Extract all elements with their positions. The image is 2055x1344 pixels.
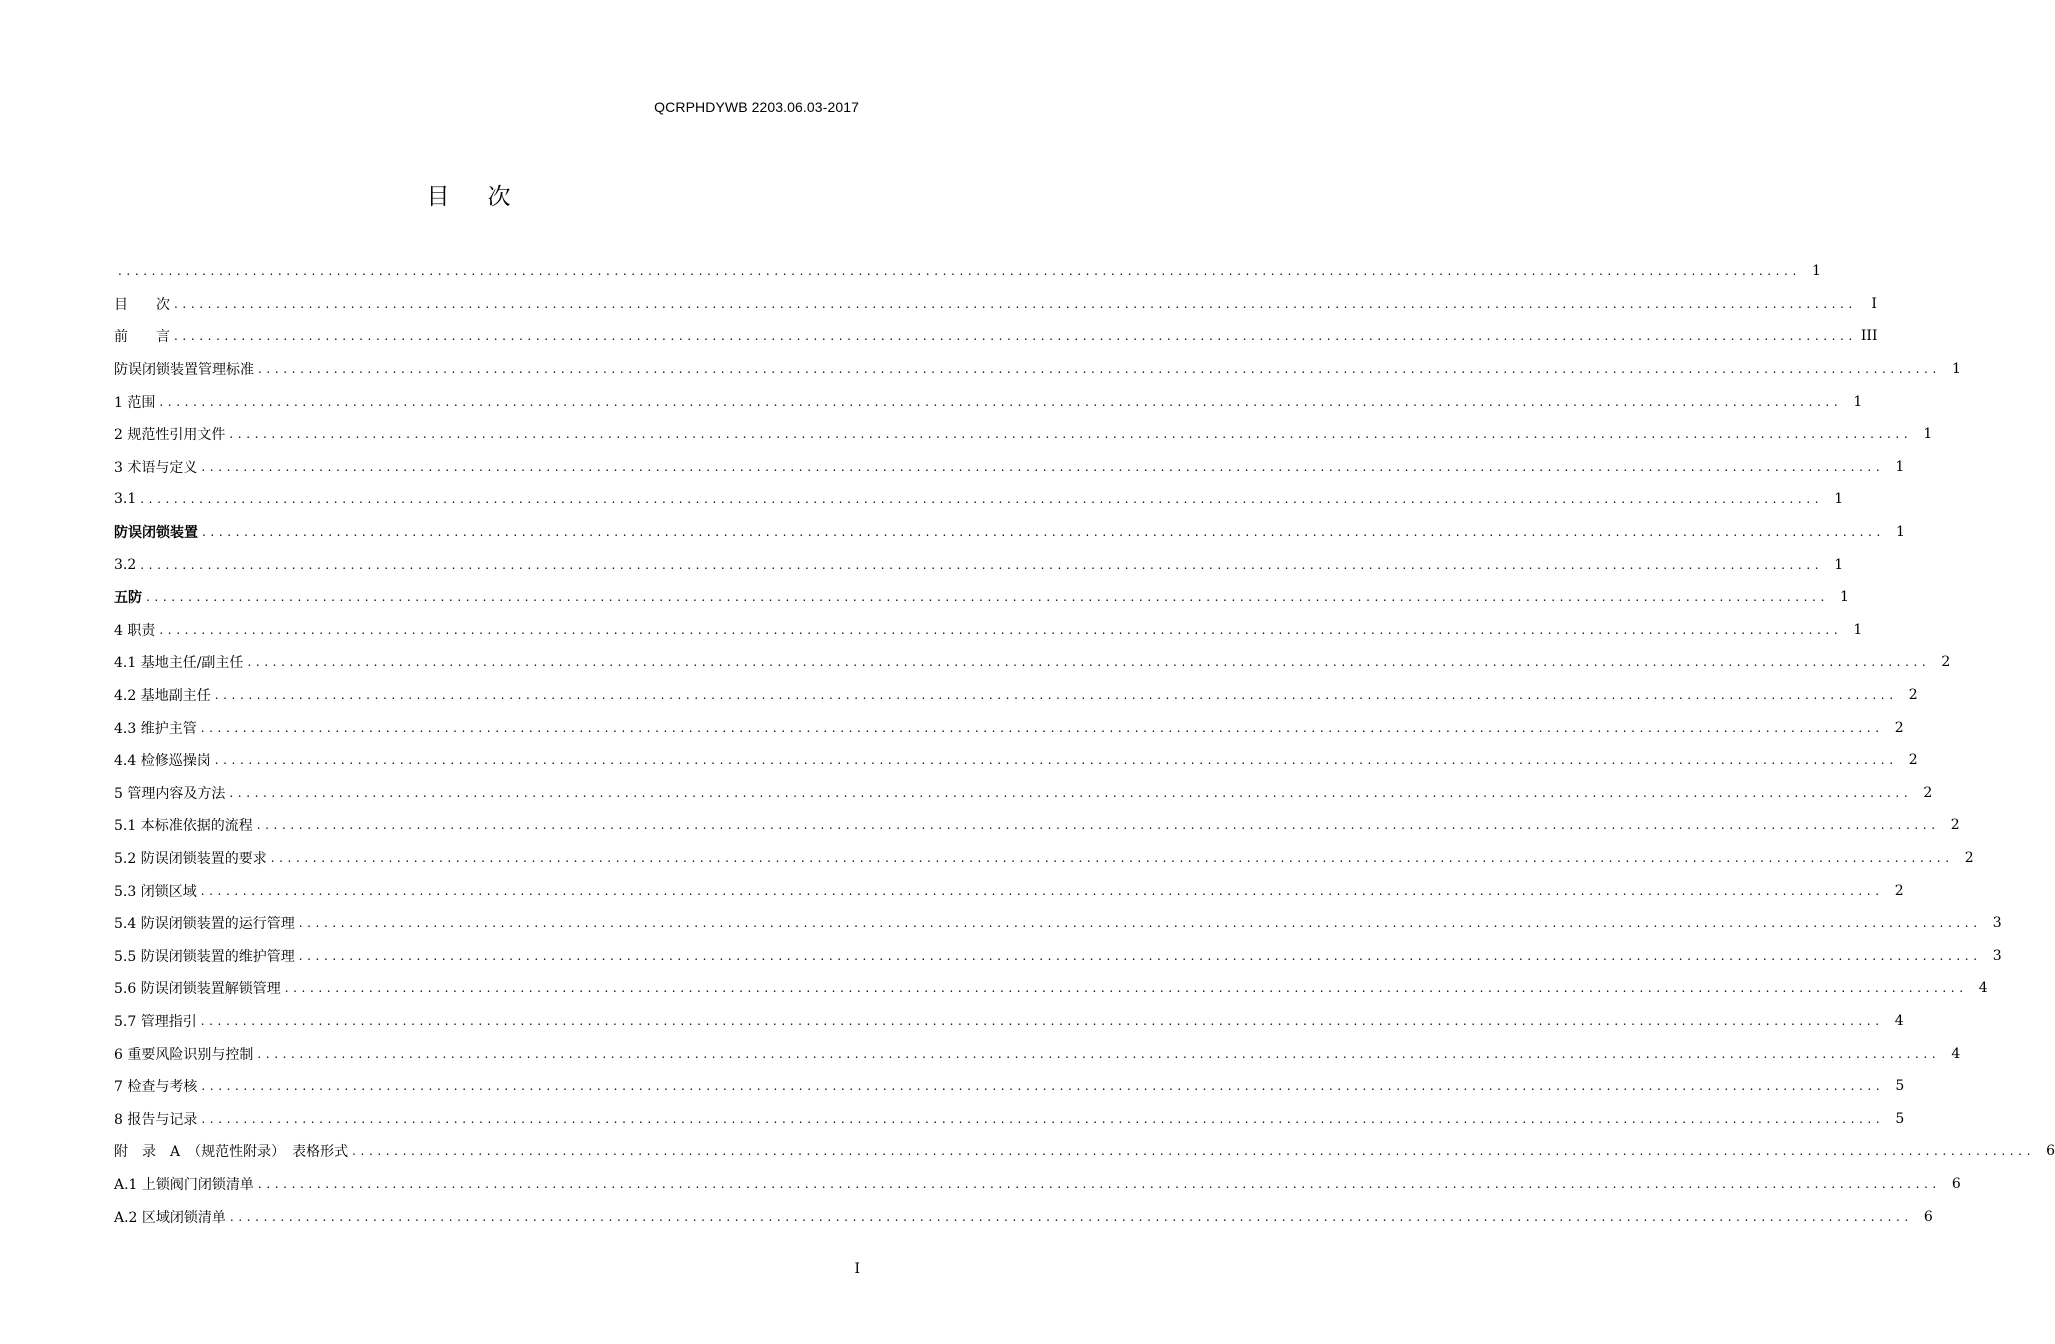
toc-entry[interactable] — [114, 385, 1863, 418]
toc-entry[interactable] — [114, 679, 1918, 712]
dot-leader: ........................................................................................................................................................................................................ — [257, 1176, 1941, 1191]
document-code: QCRPHDYWB 2203.06.03-2017 — [654, 99, 859, 115]
toc-entry-page: 4 — [1894, 1012, 1904, 1029]
toc-entry-page: 2 — [1894, 719, 1904, 736]
toc-entry[interactable] — [114, 320, 1878, 353]
toc-entry-label: 4.2 基地副主任 — [114, 688, 211, 705]
toc-entry-label: 五防 — [114, 590, 142, 607]
dot-leader: ........................................................................................................................................................................................................ — [200, 1013, 1884, 1028]
toc-entry-label: 5.7 管理指引 — [114, 1013, 197, 1030]
toc-entry[interactable] — [114, 809, 1960, 842]
dot-leader: ........................................................................................................................................................................................................ — [201, 459, 1885, 474]
toc-entry[interactable] — [114, 353, 1961, 386]
dot-leader: ........................................................................................................................................................................................................ — [118, 264, 1801, 279]
toc-entry-label: 目 次 — [114, 296, 170, 313]
toc-entry-label: 3 术语与定义 — [114, 459, 198, 476]
toc-entry[interactable] — [114, 711, 1904, 744]
toc-entry-label: 防误闭锁装置 — [114, 525, 198, 542]
toc-entry-label: 5.2 防误闭锁装置的要求 — [114, 850, 267, 867]
toc-entry-page: 1 — [1839, 589, 1849, 606]
toc-entry-label: A.1 上锁阀门闭锁清单 — [114, 1176, 254, 1193]
dot-leader: ........................................................................................................................................................................................................ — [298, 916, 1982, 931]
toc-entry-page: 1 — [1853, 393, 1863, 410]
toc-entry-page: 2 — [1894, 882, 1904, 899]
dot-leader: ........................................................................................................................................................................................................ — [284, 981, 1968, 996]
toc-entry-label: 5.3 闭锁区域 — [114, 883, 197, 900]
dot-leader: ........................................................................................................................................................................................................ — [270, 850, 1954, 865]
toc-entry[interactable] — [114, 972, 1988, 1005]
dot-leader: ........................................................................................................................................................................................................ — [146, 590, 1829, 605]
toc-entry-label: 5.6 防误闭锁装置解锁管理 — [114, 981, 281, 998]
toc-entry[interactable] — [114, 777, 1933, 810]
dot-leader: ........................................................................................................................................................................................................ — [159, 622, 1843, 637]
toc-entry-page: 1 — [1811, 263, 1821, 280]
toc-entry-label: A.2 区域闭锁清单 — [114, 1209, 226, 1226]
toc-entry[interactable] — [114, 874, 1904, 907]
dot-leader: ........................................................................................................................................................................................................ — [229, 785, 1913, 800]
toc-entry-page: 3 — [1992, 915, 2002, 932]
toc-entry[interactable] — [114, 614, 1863, 647]
dot-leader: ........................................................................................................................................................................................................ — [229, 1209, 1913, 1224]
dot-leader: ........................................................................................................................................................................................................ — [140, 492, 1824, 507]
dot-leader: ........................................................................................................................................................................................................ — [352, 1144, 2035, 1159]
toc-entry[interactable] — [114, 255, 1821, 288]
toc-entry-page: 6 — [2046, 1143, 2055, 1160]
toc-entry[interactable] — [114, 1005, 1904, 1038]
dot-leader: ........................................................................................................................................................................................................ — [200, 720, 1884, 735]
toc-entry-page: 5 — [1895, 1078, 1905, 1095]
dot-leader: ........................................................................................................................................................................................................ — [200, 883, 1884, 898]
dot-leader: ........................................................................................................................................................................................................ — [214, 688, 1898, 703]
table-of-contents — [114, 255, 2055, 1233]
dot-leader: ........................................................................................................................................................................................................ — [247, 655, 1931, 670]
toc-entry[interactable] — [114, 1135, 2055, 1168]
toc-entry-label: 5 管理内容及方法 — [114, 785, 226, 802]
toc-entry[interactable] — [114, 1102, 1905, 1135]
toc-entry-page: 4 — [1951, 1045, 1961, 1062]
dot-leader: ........................................................................................................................................................................................................ — [298, 948, 1982, 963]
toc-entry-label: 1 范围 — [114, 394, 156, 411]
toc-entry-label: 4.1 基地主任/副主任 — [114, 655, 244, 672]
toc-entry-label: 6 重要风险识别与控制 — [114, 1046, 254, 1063]
toc-entry[interactable] — [114, 842, 1974, 875]
toc-entry[interactable] — [114, 581, 1849, 614]
toc-entry-page: 1 — [1834, 556, 1844, 573]
toc-entry-page: 6 — [1951, 1175, 1961, 1192]
toc-entry-page: 1 — [1834, 491, 1844, 508]
dot-leader: ........................................................................................................................................................................................................ — [229, 427, 1913, 442]
toc-entry[interactable] — [114, 939, 2002, 972]
toc-entry[interactable] — [114, 744, 1918, 777]
dot-leader: ........................................................................................................................................................................................................ — [257, 1046, 1941, 1061]
dot-leader: ........................................................................................................................................................................................................ — [256, 818, 1940, 833]
dot-leader: ........................................................................................................................................................................................................ — [140, 557, 1824, 572]
toc-entry-page: 1 — [1895, 524, 1905, 541]
toc-entry[interactable] — [114, 288, 1877, 321]
toc-entry[interactable] — [114, 1168, 1961, 1201]
toc-entry-page: 1 — [1951, 361, 1961, 378]
toc-entry-page: 1 — [1923, 426, 1933, 443]
toc-entry[interactable] — [114, 451, 1905, 484]
toc-entry-page: 2 — [1941, 654, 1951, 671]
toc-entry-page: 2 — [1964, 849, 1974, 866]
toc-entry-page: 2 — [1908, 752, 1918, 769]
dot-leader: ........................................................................................................................................................................................................ — [174, 329, 1857, 344]
toc-entry-page: 2 — [1908, 687, 1918, 704]
toc-entry-label: 8 报告与记录 — [114, 1111, 198, 1128]
toc-entry-page: 1 — [1895, 458, 1905, 475]
toc-entry-label: 4 职责 — [114, 622, 156, 639]
toc-entry-page: I — [1871, 295, 1877, 312]
toc-entry-label: 附 录 A （规范性附录） 表格形式 — [114, 1144, 349, 1161]
page-number: I — [854, 1261, 860, 1277]
toc-entry-label: 3.2 — [114, 556, 137, 573]
toc-entry-label: 前 言 — [114, 329, 170, 346]
toc-entry-page: 2 — [1923, 784, 1933, 801]
dot-leader: ........................................................................................................................................................................................................ — [201, 1111, 1885, 1126]
toc-entry-label: 5.5 防误闭锁装置的维护管理 — [114, 948, 295, 965]
toc-entry-label: 5.1 本标准依据的流程 — [114, 818, 253, 835]
toc-entry[interactable] — [114, 907, 2002, 940]
toc-entry[interactable] — [114, 1200, 1933, 1233]
page-title: 目次 — [426, 184, 549, 210]
dot-leader: ........................................................................................................................................................................................................ — [159, 394, 1843, 409]
toc-entry[interactable] — [114, 483, 1844, 516]
toc-entry-page: 2 — [1950, 817, 1960, 834]
toc-entry[interactable] — [114, 418, 1933, 451]
toc-entry-page: 5 — [1895, 1110, 1905, 1127]
toc-entry-label: 防误闭锁装置管理标准 — [114, 362, 254, 379]
dot-leader: ........................................................................................................................................................................................................ — [201, 1079, 1885, 1094]
dot-leader: ........................................................................................................................................................................................................ — [174, 296, 1857, 311]
dot-leader: ........................................................................................................................................................................................................ — [214, 753, 1898, 768]
toc-entry-label: 2 规范性引用文件 — [114, 427, 226, 444]
toc-entry-label: 4.4 检修巡操岗 — [114, 753, 211, 770]
toc-entry-label: 3.1 — [114, 491, 137, 508]
toc-entry[interactable] — [114, 646, 1951, 679]
dot-leader: ........................................................................................................................................................................................................ — [258, 362, 1941, 377]
toc-entry-page: 6 — [1923, 1208, 1933, 1225]
toc-entry-label: 5.4 防误闭锁装置的运行管理 — [114, 916, 295, 933]
toc-entry[interactable] — [114, 1037, 1961, 1070]
toc-entry[interactable] — [114, 1070, 1905, 1103]
toc-entry-page: 1 — [1853, 621, 1863, 638]
toc-entry-page: 3 — [1992, 947, 2002, 964]
toc-entry-label: 4.3 维护主管 — [114, 720, 197, 737]
toc-entry[interactable] — [114, 516, 1905, 549]
toc-entry[interactable] — [114, 548, 1844, 581]
dot-leader: ........................................................................................................................................................................................................ — [202, 525, 1885, 540]
toc-entry-page: 4 — [1978, 980, 1988, 997]
toc-entry-label: 7 检查与考核 — [114, 1079, 198, 1096]
toc-entry-page: III — [1860, 328, 1878, 345]
